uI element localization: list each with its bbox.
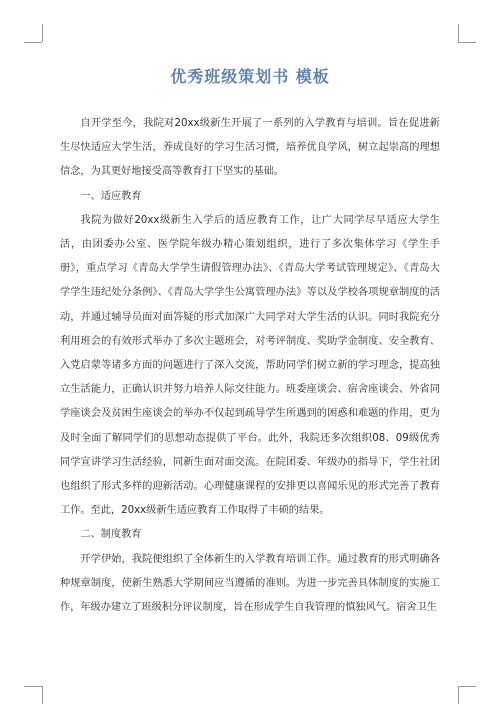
crop-mark-bottom-left-horizontal xyxy=(24,686,42,687)
rules-paragraph: 开学伊始，我院便组织了全体新生的入学教育培训工作。通过教育的形式明确各种规章制度，使新生熟悉大学期间应当遵循的准则。为进一步完善具体制度的实施工作，年级办建立了班级积分评议制度，旨在形成学生自我管理的慎独风气。宿舍卫生 xyxy=(60,553,440,614)
intro-paragraph: 自开学至今，我院对20xx级新生开展了一系列的入学教育与培训。旨在促进新生尽快适应大学生活，养成良好的学习生活习惯，培养优良学风，树立起崇高的理想信念，为其更好地接受高等教育打下坚实的基础。 xyxy=(60,118,440,178)
document-body xyxy=(60,112,440,620)
section-heading-rules: 二、制度教育 xyxy=(80,529,142,541)
crop-mark-top-left-horizontal xyxy=(24,42,42,43)
crop-mark-top-right-horizontal xyxy=(458,42,476,43)
crop-mark-bottom-left-vertical xyxy=(42,686,43,704)
adaptation-paragraph: 我院为做好20xx级新生入学后的适应教育工作，让广大同学尽早适应大学生活，由团委办公室、医学院年级办精心策划组织，进行了多次集体学习《学生手册》，重点学习《青岛大学学生请假管理办法》、《青岛大学考试管理规定》、《青岛大学学生违纪处分条例》、《青岛大学学生公寓管理办法》等以及学校各项规章制度的活动，并通过辅导员面对面答疑的形式加深广大同学对大学生活的认识。同时我院充分利用班会的有效形式举办了多次主题班会，对考评制度、奖助学金制度、安全教育、入党启蒙等诸多方面的问题进行了深入交流，帮助同学们树立新的学习理念，提高独立生活能力，正确认识并努力培养人际交往能力。班委座谈会、宿舍座谈会、外省同学座谈会及贫困生座谈会的举办不仅起到疏导学生所遇到的困惑和难题的作用，更为及时全面了解同学们的思想动态提供了平台。此外，我院还多次组织08、09级优秀同学宣讲学习生活经验，同新生面对面交流。在院团委、年级办的指导下，学生社团也组织了形式多样的迎新活动。心理健康课程的安排更以喜闻乐见的形式完善了教育工作。至此，20xx级新生适应教育工作取得了丰硕的结果。 xyxy=(60,214,440,517)
crop-mark-bottom-right-vertical xyxy=(458,686,459,704)
document-title: 优秀班级策划书 模板 xyxy=(170,67,330,86)
crop-mark-bottom-right-horizontal xyxy=(458,686,476,687)
crop-mark-top-right-vertical xyxy=(458,24,459,42)
crop-mark-top-left-vertical xyxy=(42,24,43,42)
section-heading-adaptation: 一、适应教育 xyxy=(80,190,142,202)
